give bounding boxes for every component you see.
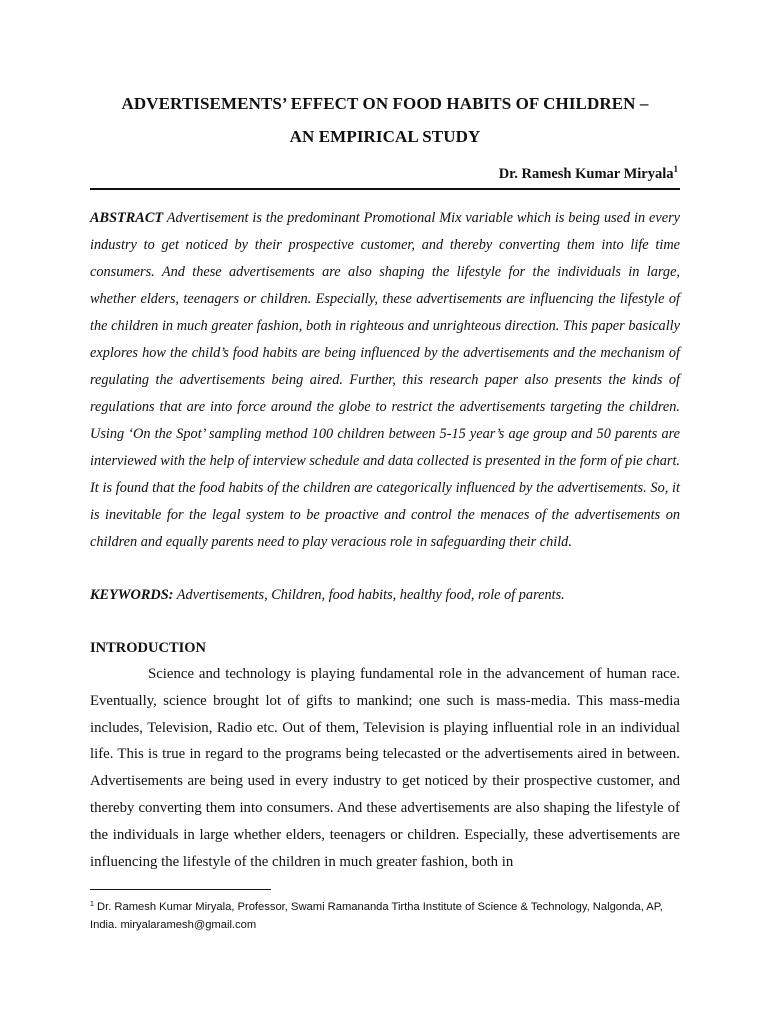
footnote-mark: 1	[90, 901, 94, 908]
keywords	[90, 582, 680, 609]
abstract-text: Advertisement is the predominant Promotional Mix variable which is being used in every industry to get noticed by their prospective customer, and thereby converting them into life time consumers. And these advertisements are also shaping the lifestyle for the individuals in large, whether elders, teenagers or children. Especially, these advertisements are influencing the lifestyle of the children in much greater fashion, both in righteous and unrighteous direction. This paper basically explores how the child’s food habits are being influenced by the advertisements and the mechanism of regulating the advertisements being aired. Further, this research paper also presents the kinds of regulations that are into force around the globe to restrict the advertisements targeting the children. Using ‘On the Spot’ sampling method 100 children between 5-15 year’s age group and 50 parents are interviewed with the help of interview schedule and data collected is presented in the form of pie chart. It is found that the food habits of the children are categorically influenced by the advertisements. So, it is inevitable for the legal system to be proactive and control the menaces of the advertisements on children and equally parents need to play veracious role in safeguarding their child.	[90, 210, 680, 550]
keywords-text: Advertisements, Children, food habits, healthy food, role of parents.	[176, 587, 565, 603]
author-footnote-mark: 1	[673, 164, 678, 174]
abstract	[90, 205, 680, 556]
keywords-label: KEYWORDS:	[90, 587, 174, 603]
paper-title-line-2: AN EMPIRICAL STUDY	[289, 127, 481, 146]
introduction-paragraph: Science and technology is playing fundamental role in the advancement of human race. Eventually, science brought lot of gifts to mankind; one such is mass-media. This mass-media includes, Television, Radio etc. Out of them, Television is playing influential role in an individual life. This is true in regard to the programs being telecasted or the advertisements aired in between. Advertisements are being used in every industry to get noticed by their prospective customer, and thereby converting them into consumers. And these advertisements are also shaping the lifestyle of the individuals in large whether elders, teenagers or children. Especially, these advertisements are influencing the lifestyle of the children in much greater fashion, both in	[90, 666, 680, 870]
author-name	[499, 160, 678, 183]
footnote-divider	[90, 889, 271, 890]
author-name-text: Dr. Ramesh Kumar Miryala	[498, 166, 674, 182]
paper-title-line-1: ADVERTISEMENTS’ EFFECT ON FOOD HABITS OF CHILDREN –	[121, 94, 649, 113]
abstract-label: ABSTRACT	[90, 210, 164, 226]
footnote	[90, 896, 682, 934]
title-divider	[90, 188, 680, 190]
footnote-text: Dr. Ramesh Kumar Miryala, Professor, Swami Ramananda Tirtha Institute of Science & Technology, Nalgonda, AP, India. miryalaramesh@gmail.com	[90, 901, 663, 931]
introduction-heading: INTRODUCTION	[90, 640, 207, 656]
